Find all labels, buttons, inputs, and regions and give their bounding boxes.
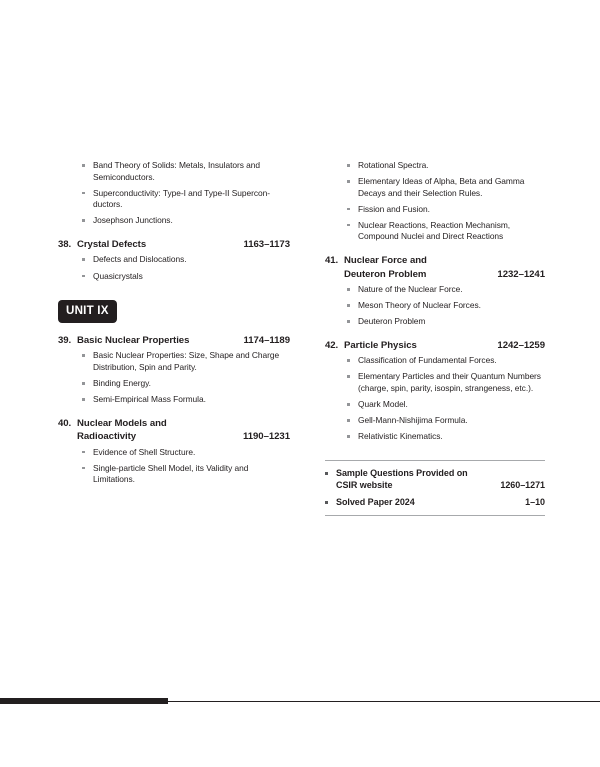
list-item: Gell-Mann-Nishijima Formula.	[347, 415, 545, 427]
toc-entry-38[interactable]	[58, 238, 290, 252]
entry-body	[77, 417, 290, 444]
toc-columns	[0, 160, 600, 516]
topic-list-42	[325, 355, 545, 443]
appendix-label-line-2: CSIR website	[336, 480, 393, 491]
appendix-item-solved-paper[interactable]	[325, 496, 545, 509]
appendix-list	[325, 467, 545, 509]
entry-page-range: 1174–1189	[243, 334, 290, 346]
topic-list-38	[58, 254, 290, 282]
toc-entry-39[interactable]	[58, 334, 290, 348]
list-item: Nature of the Nuclear Force.	[347, 284, 545, 296]
list-item: Defects and Dislocations.	[82, 254, 290, 266]
list-item: Quasicrystals	[82, 271, 290, 283]
entry-page-range: 1232–1241	[497, 268, 545, 280]
unit-badge: UNIT IX	[58, 300, 117, 323]
entry-page-range: 1190–1231	[242, 431, 290, 443]
appendix-page-range: 1–10	[525, 496, 545, 507]
entry-number: 41.	[325, 255, 339, 267]
list-item: Semi-Empirical Mass Formula.	[82, 394, 290, 406]
unit-badge-container	[58, 300, 290, 323]
list-item: Evidence of Shell Structure.	[82, 447, 290, 459]
entry-body	[77, 334, 290, 348]
appendix-item-sample-questions[interactable]	[325, 467, 545, 492]
list-item: Basic Nuclear Properties: Size, Shape and Charge Distribution, Spin and Parity.	[82, 350, 290, 373]
entry-title-line-1: Nuclear Force and	[344, 255, 427, 267]
topic-list-41	[325, 284, 545, 328]
entry-body	[344, 339, 545, 353]
topic-list-40	[58, 447, 290, 486]
toc-right-column	[300, 160, 600, 516]
entry-title-line-2: Deuteron Problem	[344, 268, 427, 280]
list-item: Single-particle Shell Model, its Validity and Limitations.	[82, 463, 290, 486]
list-item: Superconductivity: Type-I and Type-II Supercon-ductors.	[82, 188, 290, 211]
entry-title-line-1: Nuclear Models and	[77, 417, 167, 429]
list-item: Meson Theory of Nuclear Forces.	[347, 300, 545, 312]
list-item: Elementary Ideas of Alpha, Beta and Gamma Decays and their Selection Rules.	[347, 176, 545, 199]
entry-title: Basic Nuclear Properties	[77, 334, 190, 346]
appendix-section	[325, 460, 545, 517]
entry-title: Crystal Defects	[77, 238, 147, 250]
toc-entry-41[interactable]	[325, 254, 545, 281]
entry-body	[344, 254, 545, 281]
continued-topic-list	[58, 160, 290, 227]
toc-entry-40[interactable]	[58, 417, 290, 444]
appendix-label-line-1: Sample Questions Provided on	[336, 467, 468, 478]
list-item: Quark Model.	[347, 399, 545, 411]
footer-rule-thick	[0, 698, 168, 704]
entry-number: 42.	[325, 339, 339, 351]
toc-left-column	[0, 160, 300, 490]
appendix-page-range: 1260–1271	[500, 480, 545, 491]
entry-page-range: 1242–1259	[497, 339, 545, 351]
list-item: Deuteron Problem	[347, 316, 545, 328]
entry-number: 38.	[58, 238, 72, 250]
list-item: Nuclear Reactions, Reaction Mechanism, Compound Nuclei and Direct Reactions	[347, 220, 545, 243]
continued-topic-list	[325, 160, 545, 243]
list-item: Fission and Fusion.	[347, 204, 545, 216]
list-item: Classification of Fundamental Forces.	[347, 355, 545, 367]
entry-title	[344, 254, 435, 281]
list-item: Josephson Junctions.	[82, 215, 290, 227]
list-item: Elementary Particles and their Quantum Numbers (charge, spin, parity, isospin, strangeness, etc.).	[347, 371, 545, 394]
entry-number: 39.	[58, 334, 72, 346]
list-item: Rotational Spectra.	[347, 160, 545, 172]
list-item: Band Theory of Solids: Metals, Insulators and Semiconductors.	[82, 160, 290, 183]
toc-entry-42[interactable]	[325, 339, 545, 353]
appendix-label: Solved Paper 2024	[336, 496, 415, 507]
entry-title: Particle Physics	[344, 339, 417, 351]
topic-list-39	[58, 350, 290, 405]
entry-title	[77, 417, 175, 444]
appendix-label	[336, 467, 476, 492]
entry-body	[77, 238, 290, 252]
entry-title-line-2: Radioactivity	[77, 431, 137, 443]
list-item: Binding Energy.	[82, 378, 290, 390]
entry-number: 40.	[58, 417, 72, 429]
list-item: Relativistic Kinematics.	[347, 431, 545, 443]
entry-page-range: 1163–1173	[243, 238, 290, 250]
